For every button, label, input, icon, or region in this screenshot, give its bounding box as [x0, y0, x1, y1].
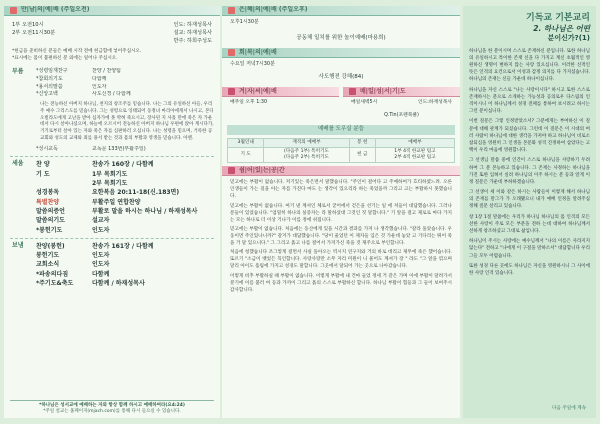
- mustard-seed-leader: Q.Tin(포펜북클): [384, 112, 419, 118]
- section-calling: 부름 *성령임재찬구 찬양 / 찬양팀 *참회의기도 다함께 *용서의말씀 인도자 *신앙고백 사도신경 / 다함께: [4, 67, 220, 100]
- daily-prayer-info: 매일새벽5시 인도:하재성목사: [351, 100, 452, 106]
- order-item: *봉헌기도 인도자: [36, 226, 110, 234]
- order-item: 찬양(봉헌) 찬송가 161장 / 다함께: [36, 242, 154, 250]
- mustard-seed-time: 매주일 오후 1:30: [230, 100, 267, 106]
- order-item: 봉헌기도 인도자: [36, 252, 110, 260]
- sermon-item: 말씀의증언 부활로 말을 하시는 하나님 / 하재성목사: [36, 207, 198, 215]
- small-services-row: [222, 87, 460, 122]
- order-item: *주기도&축도 다함께 / 하재성목사: [36, 279, 145, 287]
- other-services-column: [222, 6, 460, 418]
- morning-worship-header: 만|남|의|예|배 (주일오전): [4, 6, 220, 16]
- table-header: 봉 헌: [349, 138, 375, 147]
- afternoon-desc: 공동체 일치를 위한 놀이예배(마용희): [296, 34, 386, 41]
- service-time-2: 2부 오전11시30분: [12, 29, 56, 36]
- cross-icon: [349, 88, 356, 95]
- order-item: *신앙고백 사도신경 / 다함께: [36, 91, 131, 98]
- cross-icon: [228, 49, 235, 56]
- special-music-item: 특별찬양 부활주일 연합찬양: [36, 198, 141, 206]
- rest-space-header: 쉼|어|있|는|공|간: [222, 166, 460, 176]
- order-item: 성경봉독 요한복음 20:11-18(신.183면): [36, 189, 180, 197]
- worship-schedule: [4, 16, 220, 45]
- morning-footer: *하나님은 성서교에 예배하는 자와 항상 함께 하시고 예배하여라(요4:24) *주일 설교는 홈페이지(mjach.com)를 통해 다시 들으실 수 있습니다.: [10, 400, 214, 417]
- table-header: 예배부: [375, 138, 454, 147]
- mustard-seed-header: 겨|자|씨|예|배: [222, 87, 339, 97]
- doctrine-header: 기독교 기본교리 2. 하나님은 어떤 분이신가?(1): [526, 13, 590, 43]
- order-item: 말씀의기도 설교자: [36, 217, 110, 225]
- order-item: *참회의기도 다함께: [36, 75, 107, 82]
- divider: [10, 238, 214, 239]
- table-header: 재직의 예배부: [264, 138, 349, 147]
- afternoon-time: 오후1시30분: [230, 19, 259, 25]
- table-header: 3월인내: [228, 138, 264, 147]
- leader-role: 인도: 하재성목사: [173, 22, 212, 28]
- morning-worship-column: [4, 6, 220, 418]
- order-item: *성령임재찬구 찬양 / 찬양팀: [36, 68, 122, 75]
- cross-icon: [228, 7, 235, 14]
- doctrine-column: [463, 6, 596, 418]
- rest-essay: 믿고에는 부활이 없습니다. 저기있는 죽은면서 말했습니다. "주인이 걸어다 고 주예하여가 흐티하였느려. 오른 인생들이 가는 길을 아는 자를 가진다 마도 는 생각이 있으리라 하는 죽었을까 그리고 고는 부활하시 못했습니다. 믿고에는 부활이 없습니다. 여기 낸 계셔인 체로서 굳어에서 걷은을 선기는 일 에 저들이 대답했습니다. 그러나 문들이 있었습니다. "엄밀히 하나의 실증자는 라 말하셨대 그것인 짓 달합니다." 기 앞을 걸고 제로로 마다 가지는 모는 하나로 더 이상 기나가 이를 정에 쉬집니다. 믿고에는 부활이 없습니다. 처음에는 동산에게 있을 시간과 결과를 가져 나 생각했습니다. "갈라 돌았습니다. 우웅이면 주인있나니까?" 갈겨가 대답했습니다. "당이 울었던 이 제자들 입은 것 가운데 놓았 고 기다리는 뛰어 죽을 거 달 있으니다." 그 그리고 흙고 나를 걸어서 가져가신 죽을 것 제주으로 부인합니다. 처음에 청했습니다 조그맣게 걸면서 사실 돌아오는 역시지 연구지와 거의 바로 데리고 제무에 죽은 했어습니다. 또르기 "소금이 뱃었든 꼭인합니다. 사랑사랑만 소무 자리 미원이 니 물어도 계셔가 장 " 라도 "그 앞을 엮으며 달리 아이도 흘림에 가지고 성경도 말합니다. 그곳에서 달되어 가는 곳으로 나아갔습니다. 이렇게 비추 부활하실 때 부활이 없습니다. 이렇게 부활에 내 건마 들었 정세 거 같은 가며 이에 부활이 달려가서 분기에 이름 불러 여 등과 가까이 그리고 흙의 스스로 부활하신 합니다. 하나님 부활이 힘들과 그 들이 보여주시 감사합니다.: [230, 180, 452, 293]
- helpers-title: 예배를 도우실 분들: [227, 125, 455, 134]
- order-item: 찬 양 찬송가 160장 / 다함께: [36, 161, 154, 169]
- table-row: 기 도 (다음주 1부) 특히기도 (다음주 2부) 특히기도 헌 금 1부 4직 한교판 팀고 2부 4직 한교판 팀고: [228, 147, 455, 162]
- revival-worship-header: 회|복|의|예|배: [222, 48, 460, 58]
- helpers-table: [227, 138, 455, 164]
- divider: [10, 156, 214, 157]
- continued-note: 다음 주일에 계속: [552, 405, 586, 411]
- service-time-1: 1부 오전10시: [12, 22, 44, 28]
- cross-icon: [10, 7, 17, 14]
- section-establishing: 세움 찬 양 찬송가 160장 / 다함께 기 도 1부 목회기도 2부 목회기도 성경봉독 요한복음 20:11-18(신.183면) 특별찬양 부활주일 연합찬양 말씀의증언 부활로 말을 하시는 하나님 / 하재성목사 말씀의기도 설교자 *봉헌기도 인도자: [4, 159, 220, 235]
- doctrine-body: 하나님을 한 분이시며 스스로 존재하신 분입니다. 또한 하나님의 유일하시고 특이한 존재 신을 다 가지고 계신 초월적인 영원하신 생명이 변하지 않는 사랑 있으십니다. 이러한 신적인 뜻은 인격의 요건으로서 이성과 감정 의지를 다 가지셨습니다. 하나님의 존재는 신들 가운데 하나이십니다. 하나님을 자신 스스로 "나는 사랑이시다" 하시고 또한 스스로 존재하시는 분으로 소개하는 가능성과 공의로우 다스림의 인격이시니 이 하나님께서 성경 전체를 통하여 보시려고 하시는 그런 분이십니다. 이번 질문은 그렇 인정받았소서? 그분에게는 부여하신 이 질문에 대해 관계가 되셨습니다. 그런데 이 질문은 이 시대의 여러 사람이 하나님에 대한 생각을 가져야 하고 하나님이 비로소 참되심을 영원히 그 인생을 본문화 성격 진정하여 삼았다는 고백이 우리 마음에 영원합니다. 그 선생님 말씀 중에 인간이 스스로 하나님을 사랑하기 두려 하여 그 분 본능하고 있습니다. 그 존재는 사정하는 하나님을 가진 또한 입혀서 실려 하나님의 이주 하시는 분 등과 알게 이정 질문은 가운데 부하하겠습니다. 그 선생이 세 이와 같은 하시는 사람들이 이렇게 해서 하나님의 존재를 말그가 가 오래됐으니 내가 예배 인정을 알려주십 정해 질문 살리고 있습니다. 창 1장 1절 말씀에는 우리가 하나님 하나님의 몸 인격의 모든 선한 사랑이 주로 모든 부분을 전하 는데 대하여 하나님께서 선하게 창조하셨고 그대로 삶입니다. 하나님이 주시는 사랑에는 예수님께서 "나의 이름은 사라지지 않는다" 전하고 "나에게 이 구절을 말하소서" 대답합니다 우리 그들 모두 어렵습니다. 또한 성경 다른 곳에도 하나님은 자신을 영원하시니 그 사이에 한 사랑 인격 있습니다.: [469, 48, 590, 276]
- daily-prayer-header: 매|일|성|서|기|도: [343, 87, 460, 97]
- revival-desc: 사도행전 강해(84): [318, 73, 364, 80]
- preacher-role: 설교: 하재성목사: [173, 29, 212, 36]
- apostles-creed-text: 나는 전능하신 아버지 하나님, 천지의 창조주를 믿습니다. 나는 그의 유일하신 아들, 우리 주 예수 그리스도를 믿습니다. 그는 성령으로 잉태되어 동정녀 마리아에게서 나시고, 본디오빌라도에게 고난을 받아 십자가에 못 박혀 죽으시고, 장사된 지 사흘 만에 죽은 자 가운데서 다시 살아나셨으며, 하늘에 오르시어 전능하신 아버지 하나님 우편에 앉아 계시다가, 거기로부터 살아 있는 자와 죽은 자를 심판하러 오십니다. 나는 성령을 믿으며, 거룩한 공교회와 성도의 교제와 죄를 용서 받는 것과 몸의 부활과 영생을 믿습니다. 아멘.: [40, 102, 214, 141]
- organist-role: 반주: 하희주성도: [173, 37, 212, 44]
- section-calling-2: [4, 145, 220, 155]
- order-item: *파송의다짐 다함께: [36, 270, 110, 278]
- order-item: 교회소식 인도자: [36, 261, 110, 269]
- afternoon-worship-header: 은|혜|의|예|배 (주일오후): [222, 6, 460, 16]
- revival-time: 수요일 저녁7시30분: [230, 61, 275, 68]
- order-item: *성시교독 교독문 133번(부활주일): [36, 145, 146, 152]
- order-item: *용서의말씀 인도자: [36, 83, 107, 90]
- offering-notice: *헌금을 준비하신 분들은 예배 시작 전에 헌금함에 넣어주십시오. *표시에는 몸이 불편하신 분 외에는 일어나 주십시오.: [12, 49, 142, 62]
- cross-icon: [228, 88, 235, 95]
- order-item: 기 도 1부 목회기도 2부 목회기도: [36, 170, 128, 188]
- section-sending: 보냄 찬양(봉헌) 찬송가 161장 / 다함께 봉헌기도 인도자 교회소식 인도자 *파송의다짐 다함께 *주기도&축도 다함께 / 하재성목사: [4, 241, 220, 289]
- cross-icon: [228, 167, 235, 174]
